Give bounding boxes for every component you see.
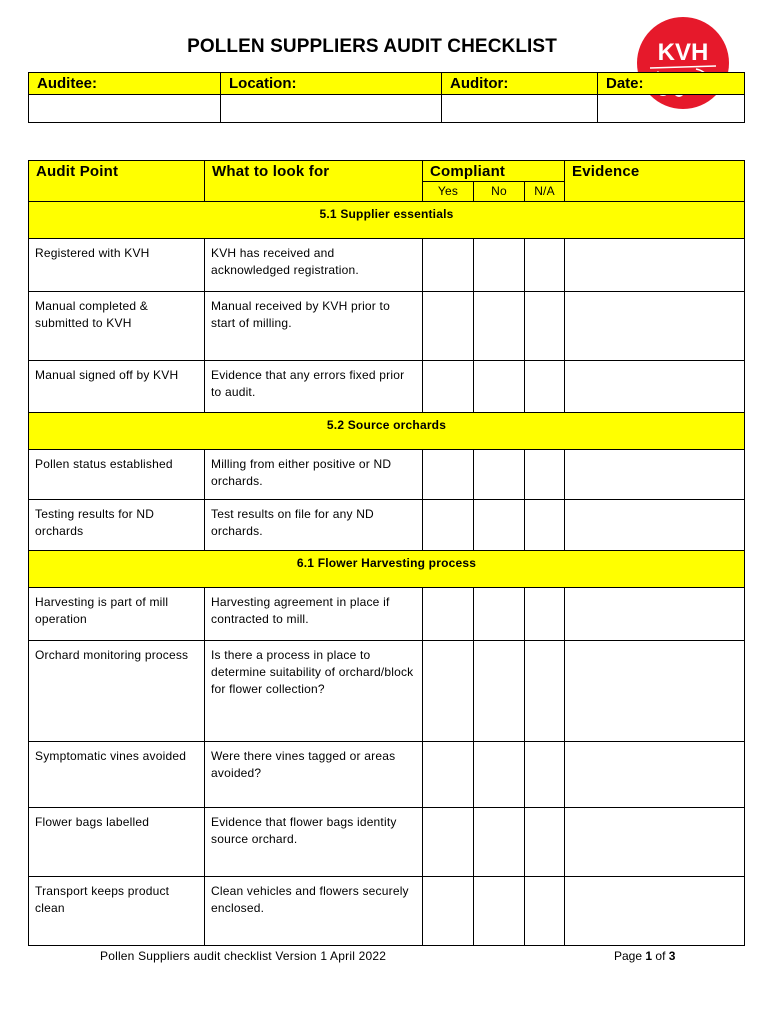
yes-checkbox[interactable] [423,239,474,292]
location-field[interactable] [221,95,442,123]
yes-checkbox[interactable] [423,808,474,877]
footer-version: Pollen Suppliers audit checklist Version 1 April 2022 [100,949,387,963]
look-for: Harvesting agreement in place if contracted to mill. [205,588,423,641]
page-title: POLLEN SUPPLIERS AUDIT CHECKLIST [187,36,557,57]
audit-point: Registered with KVH [29,239,205,292]
no-checkbox[interactable] [474,292,525,361]
date-field[interactable] [598,95,745,123]
evidence-field[interactable] [565,450,745,500]
yes-checkbox[interactable] [423,450,474,500]
yes-checkbox[interactable] [423,500,474,551]
checklist-table [28,160,745,946]
evidence-field[interactable] [565,588,745,641]
na-checkbox[interactable] [525,808,565,877]
location-label: Location: [221,73,442,95]
look-for: Were there vines tagged or areas avoided? [205,742,423,808]
evidence-field[interactable] [565,877,745,946]
svg-text:KVH: KVH [657,39,709,66]
yes-checkbox[interactable] [423,641,474,742]
yes-header: Yes [423,182,474,202]
auditee-field[interactable] [29,95,221,123]
audit-point: Symptomatic vines avoided [29,742,205,808]
na-checkbox[interactable] [525,641,565,742]
evidence-field[interactable] [565,808,745,877]
page-of: of [655,949,666,963]
evidence-field[interactable] [565,361,745,413]
audit-point: Testing results for ND orchards [29,500,205,551]
na-checkbox[interactable] [525,361,565,413]
what-to-look-for-header: What to look for [205,161,423,202]
audit-point: Orchard monitoring process [29,641,205,742]
evidence-field[interactable] [565,239,745,292]
no-checkbox[interactable] [474,588,525,641]
yes-checkbox[interactable] [423,742,474,808]
section-heading: 5.1 Supplier essentials [29,202,745,239]
auditee-label: Auditee: [29,73,221,95]
na-checkbox[interactable] [525,450,565,500]
audit-point: Transport keeps product clean [29,877,205,946]
evidence-field[interactable] [565,292,745,361]
look-for: Clean vehicles and flowers securely enclosed. [205,877,423,946]
audit-point: Manual completed & submitted to KVH [29,292,205,361]
auditor-label: Auditor: [442,73,598,95]
audit-point: Manual signed off by KVH [29,361,205,413]
section-heading: 5.2 Source orchards [29,413,745,450]
na-checkbox[interactable] [525,500,565,551]
na-checkbox[interactable] [525,877,565,946]
no-checkbox[interactable] [474,500,525,551]
na-checkbox[interactable] [525,239,565,292]
page-number [614,949,675,963]
auditor-field[interactable] [442,95,598,123]
evidence-field[interactable] [565,500,745,551]
page-total: 3 [668,949,676,963]
date-label: Date: [598,73,745,95]
no-checkbox[interactable] [474,641,525,742]
yes-checkbox[interactable] [423,361,474,413]
no-header: No [474,182,525,202]
page-current: 1 [645,949,653,963]
evidence-field[interactable] [565,641,745,742]
no-checkbox[interactable] [474,239,525,292]
audit-point: Pollen status established [29,450,205,500]
compliant-header: Compliant [423,161,565,182]
look-for: Evidence that flower bags identity source orchard. [205,808,423,877]
no-checkbox[interactable] [474,877,525,946]
section-heading: 6.1 Flower Harvesting process [29,551,745,588]
page-label: Page [614,949,643,963]
look-for: Evidence that any errors fixed prior to audit. [205,361,423,413]
na-checkbox[interactable] [525,292,565,361]
audit-point-header: Audit Point [29,161,205,202]
yes-checkbox[interactable] [423,877,474,946]
yes-checkbox[interactable] [423,292,474,361]
look-for: KVH has received and acknowledged registration. [205,239,423,292]
evidence-field[interactable] [565,742,745,808]
look-for: Manual received by KVH prior to start of milling. [205,292,423,361]
no-checkbox[interactable] [474,808,525,877]
no-checkbox[interactable] [474,361,525,413]
no-checkbox[interactable] [474,742,525,808]
evidence-header: Evidence [565,161,745,202]
look-for: Test results on file for any ND orchards. [205,500,423,551]
na-header: N/A [525,182,565,202]
na-checkbox[interactable] [525,742,565,808]
look-for: Milling from either positive or ND orchards. [205,450,423,500]
no-checkbox[interactable] [474,450,525,500]
audit-point: Flower bags labelled [29,808,205,877]
audit-point: Harvesting is part of mill operation [29,588,205,641]
audit-info-table [28,72,745,123]
look-for: Is there a process in place to determine suitability of orchard/block for flower collection? [205,641,423,742]
na-checkbox[interactable] [525,588,565,641]
yes-checkbox[interactable] [423,588,474,641]
